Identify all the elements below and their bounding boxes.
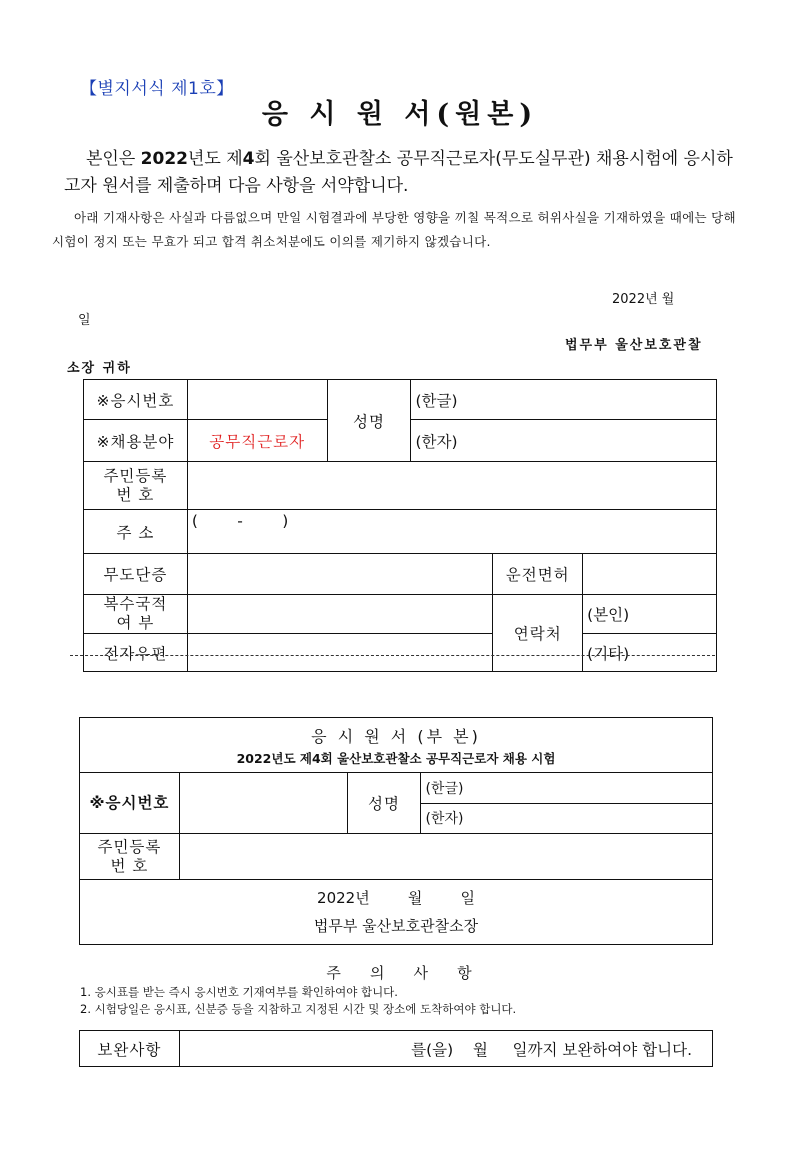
application-date: 2022년 월 (612, 292, 675, 307)
recipient-agency-cont: 소장 귀하 (67, 361, 132, 376)
pledge-paragraph (64, 146, 744, 200)
copy-rrn-field[interactable] (179, 834, 712, 880)
email-field[interactable] (187, 634, 492, 672)
exam-number-field[interactable] (187, 380, 327, 420)
pledge-part2: 년도 제 (188, 149, 243, 169)
hanja-hint: (한자) (415, 432, 458, 451)
copy-name-korean-field[interactable] (421, 773, 713, 803)
cut-line (70, 655, 715, 656)
copy-rrn-label-2: 번 호 (110, 856, 149, 875)
license-label: 운전면허 (493, 554, 583, 595)
dual-label-1: 복수국적 (103, 595, 168, 613)
martial-arts-label: 무도단증 (84, 554, 188, 595)
page-title: 응 시 원 서(원본) (261, 99, 539, 130)
cautions-heading: 주 의 사 항 (326, 964, 474, 982)
field-label: ※채용분야 (84, 420, 188, 462)
copy-form-agency: 법무부 울산보호관찰소장 (313, 917, 479, 936)
address-label: 주 소 (84, 510, 188, 554)
copy-form-table (79, 717, 713, 945)
supplement-label: 보완사항 (80, 1031, 180, 1067)
copy-name-hanja-field[interactable] (421, 803, 713, 833)
copy-form-subtitle: 2022년도 제4회 울산보호관찰소 공무직근로자 채용 시험 (236, 750, 556, 766)
copy-rrn-label (80, 834, 180, 880)
supplement-table (79, 1030, 713, 1067)
rrn-label-1: 주민등록 (103, 466, 168, 485)
rrn-label (84, 462, 188, 510)
copy-exam-number-label: ※응시번호 (80, 773, 180, 834)
email-label: 전자우편 (84, 634, 188, 672)
korean-hint: (한글) (415, 391, 458, 410)
rrn-label-2: 번 호 (116, 485, 155, 504)
copy-rrn-label-1: 주민등록 (97, 837, 162, 856)
application-table (83, 379, 717, 672)
pledge-part3: 회 울산보호관찰소 공무직근로자(무도실무관) 채용시험에 응시하고자 원서를 제출하며 다음 사항을 서약합니다. (64, 149, 733, 196)
name-hanja-field[interactable] (411, 420, 717, 462)
supplement-text[interactable]: 를(을) 월 일까지 보완하여야 합니다. (179, 1031, 712, 1067)
field-value: 공무직근로자 (187, 420, 327, 462)
name-korean-field[interactable] (411, 380, 717, 420)
caution-item: 1. 응시표를 받는 즉시 응시번호 기재여부를 확인하여야 합니다. (80, 985, 398, 999)
contact-self-field[interactable] (583, 595, 717, 634)
form-number-label: 【별지서식 제1호】 (80, 79, 234, 99)
copy-form-title: 응 시 원 서 (부 본) (311, 726, 481, 746)
copy-name-label: 성명 (347, 773, 421, 834)
declaration-paragraph: 아래 기재사항은 사실과 다름없으며 만일 시험결과에 부당한 영향을 끼칠 목적으로 허위사실을 기재하였을 때에는 당해 시험이 정지 또는 무효가 되고 합격 취소처분에도 이의를 제기하지 않겠습니다. (52, 210, 736, 249)
dual-citizenship-field[interactable] (187, 595, 492, 634)
copy-hanja-hint: (한자) (425, 811, 464, 828)
self-hint: (본인) (587, 606, 630, 624)
copy-exam-number-field[interactable] (179, 773, 347, 834)
pledge-part1: 본인은 (86, 149, 141, 169)
license-field[interactable] (583, 554, 717, 595)
martial-arts-field[interactable] (187, 554, 492, 595)
copy-form-date: 2022년 월 일 (317, 889, 475, 908)
name-label: 성명 (327, 380, 411, 462)
caution-item: 2. 시험당일은 응시표, 신분증 등을 지참하고 지정된 시간 및 장소에 도착하여야 합니다. (80, 1002, 517, 1016)
pledge-round: 4 (242, 149, 255, 169)
contact-other-field[interactable] (583, 634, 717, 672)
dual-label-2: 여 부 (116, 614, 155, 632)
exam-number-label: ※응시번호 (84, 380, 188, 420)
copy-form-header (80, 718, 713, 773)
recipient-agency: 법무부 울산보호관찰 (565, 338, 703, 353)
dual-citizenship-label (84, 595, 188, 634)
address-field[interactable] (187, 510, 716, 554)
copy-korean-hint: (한글) (425, 781, 464, 798)
other-hint: (기타) (587, 644, 630, 663)
application-day: 일 (78, 313, 91, 328)
postal-code-hint: ( - ) (191, 512, 289, 530)
contact-label: 연락처 (493, 595, 583, 672)
copy-form-footer (80, 880, 713, 945)
pledge-year: 2022 (140, 149, 188, 169)
rrn-field[interactable] (187, 462, 716, 510)
